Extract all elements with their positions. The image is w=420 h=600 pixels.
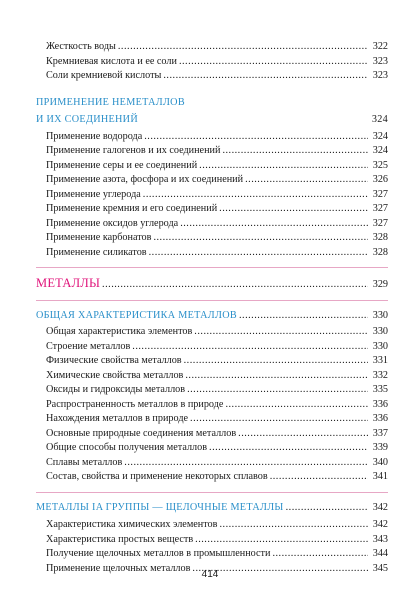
divider-rule xyxy=(36,300,388,301)
leader-dots xyxy=(143,188,368,203)
toc-entry[interactable]: Применение азота, фосфора и их соединений ..... 326 xyxy=(36,173,388,188)
toc-entry[interactable]: Общие способы получения металлов ..... 339 xyxy=(36,441,388,456)
toc-entry[interactable]: Применение водорода ..... 324 xyxy=(36,130,388,145)
leader-dots xyxy=(179,55,368,70)
page-ref: 329 xyxy=(372,279,388,290)
toc-entry[interactable]: Применение кремния и его соединений ..... 327 xyxy=(36,202,388,217)
toc-entry[interactable]: Применение серы и ее соединений ..... 325 xyxy=(36,159,388,174)
table-of-contents xyxy=(36,40,388,576)
toc-entry[interactable]: Применение карбонатов ..... 328 xyxy=(36,231,388,246)
page-ref: 327 xyxy=(372,188,388,200)
page-ref: 322 xyxy=(372,41,388,52)
leader-dots xyxy=(187,383,368,398)
page-ref: 327 xyxy=(372,203,388,214)
leader-dots xyxy=(286,501,368,516)
toc-entry[interactable]: Применение галогенов и их соединений ..... 324 xyxy=(36,144,388,159)
toc-entry[interactable]: Получение щелочных металлов в промышленности ..... 344 xyxy=(36,547,388,562)
section-heading-general[interactable]: ОБЩАЯ ХАРАКТЕРИСТИКА МЕТАЛЛОВ ..... 330 xyxy=(36,309,388,324)
page-ref: 344 xyxy=(372,548,388,559)
page-ref: 336 xyxy=(372,398,388,410)
toc-entry[interactable]: Сплавы металлов ..... 340 xyxy=(36,456,388,471)
leader-dots xyxy=(270,470,368,485)
leader-dots xyxy=(132,340,368,355)
toc-entry[interactable]: Строение металлов ..... 330 xyxy=(36,340,388,355)
leader-dots xyxy=(102,278,368,293)
toc-entry[interactable]: Нахождения металлов в природе ..... 336 xyxy=(36,412,388,427)
toc-entry[interactable]: Применение углерода ..... 327 xyxy=(36,188,388,203)
leader-dots xyxy=(194,325,368,340)
page-ref: 336 xyxy=(372,413,388,424)
page-ref: 325 xyxy=(372,159,388,171)
leader-dots xyxy=(163,69,368,84)
toc-entry[interactable]: Применение оксидов углерода ..... 327 xyxy=(36,217,388,232)
divider-rule xyxy=(36,267,388,268)
leader-dots xyxy=(219,518,368,533)
leader-dots xyxy=(140,109,370,122)
page-ref: 342 xyxy=(372,519,388,530)
toc-entry[interactable]: Соли кремниевой кислоты ..... 323 xyxy=(36,69,388,84)
toc-group-general xyxy=(36,325,388,485)
toc-entry[interactable]: Основные природные соединения металлов ..... 337 xyxy=(36,427,388,442)
leader-dots xyxy=(195,533,368,548)
leader-dots xyxy=(219,202,368,217)
leader-dots xyxy=(118,40,368,55)
leader-dots xyxy=(238,427,368,442)
page-ref: 340 xyxy=(372,456,388,468)
leader-dots xyxy=(225,398,368,413)
toc-entry[interactable]: Кремниевая кислота и ее соли ..... 323 xyxy=(36,55,388,70)
section-heading-alkali[interactable]: МЕТАЛЛЫ IA ГРУППЫ — ЩЕЛОЧНЫЕ МЕТАЛЛЫ ..... 342 xyxy=(36,501,388,516)
leader-dots xyxy=(245,173,368,188)
leader-dots xyxy=(185,369,368,384)
toc-entry[interactable]: Общая характеристика элементов ..... 330 xyxy=(36,325,388,340)
leader-dots xyxy=(209,441,368,456)
page-ref: 345 xyxy=(372,562,388,574)
leader-dots xyxy=(184,354,368,369)
toc-entry[interactable]: Состав, свойства и применение некоторых сплавов ..... 341 xyxy=(36,470,388,485)
toc-group-top xyxy=(36,40,388,84)
page-ref: 328 xyxy=(372,232,388,243)
page-ref: 323 xyxy=(372,70,388,81)
leader-dots xyxy=(180,217,368,232)
page-ref: 326 xyxy=(372,174,388,185)
toc-entry[interactable]: Жесткость воды ..... 322 xyxy=(36,40,388,55)
section-title-line1: ПРИМЕНЕНИЕ НЕМЕТАЛЛОВ xyxy=(36,96,185,108)
page-ref: 337 xyxy=(372,427,388,439)
page-ref: 323 xyxy=(372,55,388,67)
toc-entry[interactable]: Оксиды и гидроксиды металлов ..... 335 xyxy=(36,383,388,398)
leader-dots xyxy=(222,144,368,159)
page-ref: 330 xyxy=(372,340,388,352)
page-ref: 332 xyxy=(372,369,388,381)
toc-group-nonmetals xyxy=(36,130,388,261)
leader-dots xyxy=(153,231,368,246)
leader-dots xyxy=(272,547,368,562)
toc-entry[interactable]: Применение щелочных металлов ..... 345 xyxy=(36,562,388,577)
toc-entry[interactable]: Химические свойства металлов ..... 332 xyxy=(36,369,388,384)
page-ref: 330 xyxy=(372,309,388,321)
leader-dots xyxy=(149,246,368,261)
page-ref: 341 xyxy=(372,471,388,482)
page-ref: 328 xyxy=(372,246,388,258)
toc-entry[interactable]: Характеристика химических элементов ..... 342 xyxy=(36,518,388,533)
page-ref: 342 xyxy=(372,501,388,513)
page-number: 414 xyxy=(201,569,219,580)
toc-entry[interactable]: Физические свойства металлов ..... 331 xyxy=(36,354,388,369)
toc-group-alkali xyxy=(36,518,388,576)
leader-dots xyxy=(190,412,368,427)
page-ref: 330 xyxy=(372,326,388,337)
section-title-line2: И ИХ СОЕДИНЕНИЙ xyxy=(36,113,138,125)
section-heading-nonmetals[interactable] xyxy=(36,96,388,126)
page-ref: 327 xyxy=(372,217,388,229)
toc-entry[interactable]: Распространенность металлов в природе ..... 336 xyxy=(36,398,388,413)
page-ref: 324 xyxy=(372,130,388,142)
leader-dots xyxy=(239,309,368,324)
divider-rule xyxy=(36,492,388,493)
toc-entry[interactable]: Характеристика простых веществ ..... 343 xyxy=(36,533,388,548)
page-ref: 343 xyxy=(372,533,388,545)
leader-dots xyxy=(124,456,368,471)
page-ref: 324 xyxy=(372,145,388,156)
leader-dots xyxy=(144,130,368,145)
page-ref: 324 xyxy=(371,113,388,125)
page-ref: 331 xyxy=(372,355,388,366)
chapter-metals[interactable]: МЕТАЛЛЫ ..... 329 xyxy=(36,276,388,293)
leader-dots xyxy=(199,159,368,174)
page-ref: 335 xyxy=(372,384,388,395)
page-ref: 339 xyxy=(372,442,388,453)
toc-entry[interactable]: Применение силикатов ..... 328 xyxy=(36,246,388,261)
